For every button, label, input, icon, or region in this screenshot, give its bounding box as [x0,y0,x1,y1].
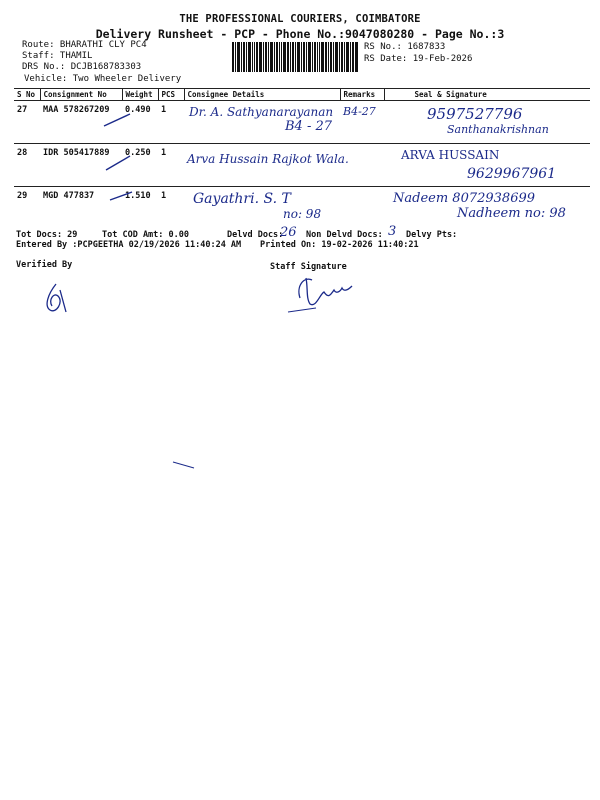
cell-seal [384,187,590,232]
cell-weight: 0.250 [122,144,158,187]
remarks-handwriting: B4-27 [343,105,376,118]
col-header-remarks: Remarks [340,89,384,101]
delivered-docs-value: 26 [280,225,297,240]
company-name: THE PROFESSIONAL COURIERS, COIMBATORE [179,13,421,25]
non-delivered-docs-value: 3 [388,224,397,239]
total-cod: Tot COD Amt: 0.00 [102,230,189,240]
entered-by: Entered By :PCPGEETHA 02/19/2026 11:40:24 AM [16,240,242,250]
col-header-sno: S No [14,89,40,101]
cell-consignment: MAA 578267209 [40,101,122,144]
cell-seal [384,144,590,187]
col-header-seal: Seal & Signature [384,89,590,101]
cell-pcs: 1 [161,191,167,201]
col-header-pcs: PCS [158,89,184,101]
route-label: Route: BHARATHI CLY PC4 [22,40,147,50]
seal-handwriting-2: Nadheem no: 98 [457,206,566,221]
non-delivered-docs-label: Non Delvd Docs: [306,230,383,240]
tick-marks [96,108,136,218]
cell-sno: 29 [17,191,28,201]
staff-signature [286,268,366,314]
cell-sno: 28 [14,144,40,187]
cell-pcs: 1 [158,101,184,144]
col-header-consignment: Consignment No [40,89,122,101]
barcode-image [232,42,358,72]
cell-consignee [184,101,340,144]
verifier-signature [38,280,78,316]
cell-consignee [184,144,384,187]
consignee-handwriting-2: B4 - 27 [285,119,333,134]
total-docs: Tot Docs: 29 [16,230,78,240]
staff-signature-label: Staff Signature [270,262,347,272]
cell-weight: 1.510 [125,191,151,201]
col-header-consignee: Consignee Details [184,89,340,101]
vehicle-label: Vehicle: Two Wheeler Delivery [24,74,182,84]
cell-sno: 27 [14,101,40,144]
drs-number: DRS No.: DCJB168783303 [22,62,142,72]
col-header-weight: Weight [122,89,158,101]
cell-remarks [340,101,384,144]
cell-weight: 0.490 [122,101,158,144]
verified-by-label: Verified By [16,260,73,270]
cell-seal [384,101,590,144]
runsheet-title: Delivery Runsheet - PCP - Phone No.:9047080280 - Page No.:3 [95,27,505,41]
consignee-handwriting: Dr. A. Sathyanarayanan [189,105,334,119]
stray-mark [172,460,196,470]
seal-handwriting-2: 9629967961 [467,166,557,182]
consignee-handwriting-2: no: 98 [283,207,322,221]
seal-handwriting: 9597527796 [427,105,523,123]
consignee-handwriting: Gayathri. S. T [193,191,291,207]
printed-on: Printed On: 19-02-2026 11:40:21 [260,240,419,250]
staff-label: Staff: THAMIL [22,51,93,61]
delivered-docs-label: Delvd Docs: [227,230,284,240]
cell-consignment: MGD 477837 [43,191,95,201]
table-header-row [14,89,590,101]
seal-handwriting: Nadeem 8072938699 [393,191,536,206]
seal-handwriting-2: Santhanakrishnan [447,123,549,136]
rs-number: RS No.: 1687833 [364,42,446,52]
consignee-handwriting: Arva Hussain Rajkot Wala. [187,152,349,166]
cell-pcs: 1 [158,144,184,187]
delivery-points-label: Delvy Pts: [406,230,458,240]
rs-date: RS Date: 19-Feb-2026 [364,54,473,64]
seal-handwriting: ARVA HUSSAIN [401,148,500,162]
cell-consignment: IDR 505417889 [40,144,122,187]
